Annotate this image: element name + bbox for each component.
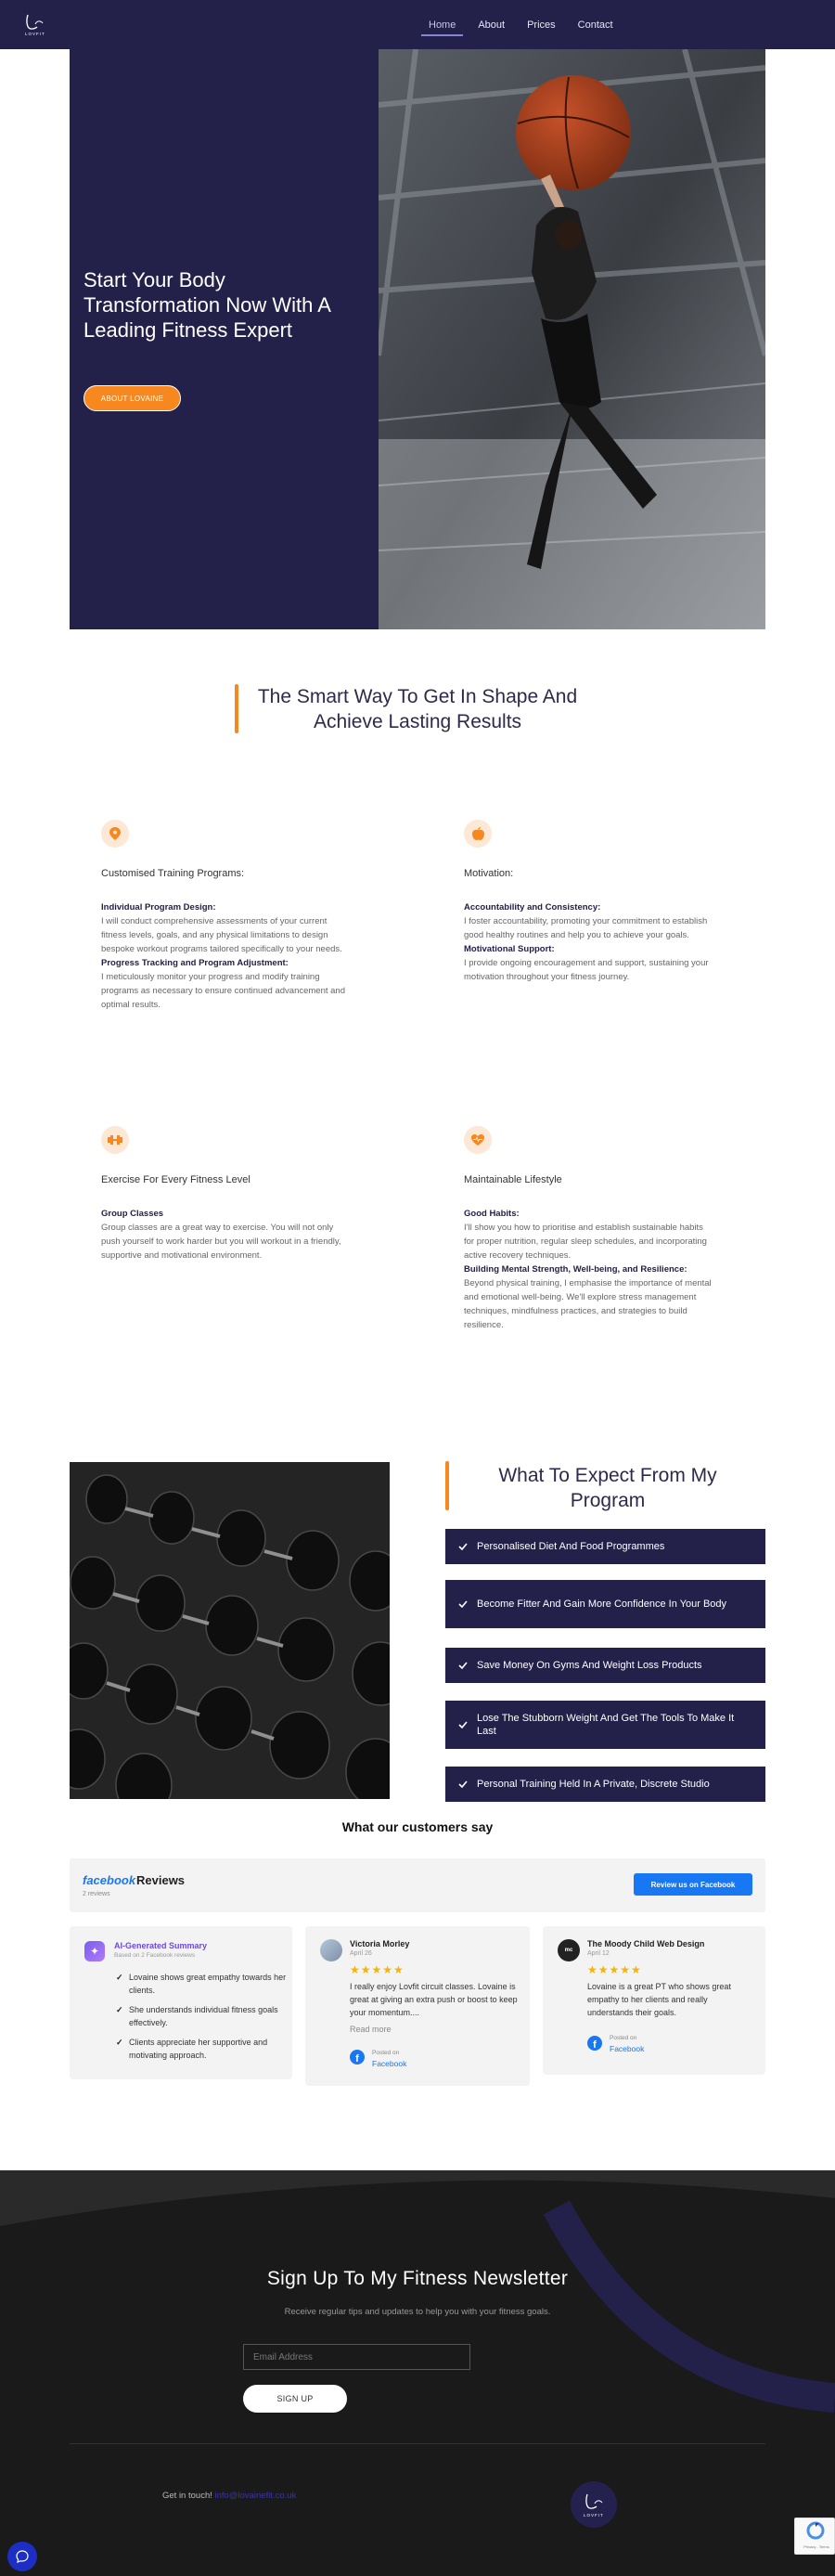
reviews-heading: What our customers say: [341, 1819, 494, 1834]
ai-summary-point: ✓ Clients appreciate her supportive and motivating approach.: [114, 2036, 290, 2062]
feature-title: Motivation:: [464, 868, 514, 879]
expect-item-label: Become Fitter And Gain More Confidence In Your Body: [477, 1599, 727, 1610]
footer-decoration: [0, 2170, 835, 2576]
sparkle-icon: ✦: [84, 1941, 105, 1961]
avatar: mc: [558, 1939, 580, 1961]
nav-link-home[interactable]: Home: [418, 0, 467, 49]
hero-title: Start Your Body Transformation Now With A Leading Fitness Expert: [84, 268, 330, 342]
expect-item: [445, 1580, 765, 1628]
footer-divider: [70, 2443, 765, 2444]
review-count: 2 reviews: [83, 1891, 110, 1897]
hero-photo: [379, 49, 765, 629]
review-date: April 12: [587, 1950, 610, 1957]
get-in-touch: [162, 2491, 296, 2501]
ai-summary-point: ✓ Lovaine shows great empathy towards her clients.: [114, 1971, 290, 1997]
nav-link-contact[interactable]: Contact: [577, 19, 613, 31]
feature-subheading: Good Habits:: [464, 1209, 520, 1219]
nav-links: [418, 0, 624, 49]
posted-on-label: Posted on: [372, 2050, 400, 2056]
read-more-link[interactable]: Read more: [350, 2025, 392, 2034]
newsletter-subtitle: Receive regular tips and updates to help you with your fitness goals.: [284, 2307, 551, 2317]
facebook-link[interactable]: Facebook: [372, 2059, 407, 2068]
facebook-wordmark: facebook: [83, 1873, 136, 1887]
heartbeat-icon: [464, 1126, 492, 1154]
review-on-facebook-button[interactable]: Review us on Facebook: [634, 1873, 752, 1896]
expect-item-label: Save Money On Gyms And Weight Loss Products: [477, 1660, 702, 1671]
feature-text: I meticulously monitor your progress and modify training programs as necessary to ensure continued advancement and optimal results.: [101, 972, 345, 1010]
feature-subheading: Motivational Support:: [464, 944, 555, 954]
reviews-label: Reviews: [136, 1873, 186, 1887]
check-icon: [458, 1721, 468, 1728]
about-lovaine-button[interactable]: ABOUT LOVAINE: [84, 385, 181, 411]
dumbbell-rack-image: [70, 1462, 390, 1799]
feature-subheading: Progress Tracking and Program Adjustment:: [101, 958, 289, 968]
expect-item-label: Personalised Diet And Food Programmes: [477, 1541, 665, 1552]
top-nav: [0, 0, 835, 49]
feature-subheading: Group Classes: [101, 1209, 164, 1219]
reviewer-name: Victoria Morley: [350, 1939, 410, 1948]
newsletter-title: Sign Up To My Fitness Newsletter: [266, 2268, 569, 2289]
email-field[interactable]: [243, 2344, 470, 2370]
feature-text: I'll show you how to prioritise and establish sustainable habits for proper nutrition, regular sleep schedules, and incorporating active recovery techniques.: [464, 1223, 707, 1261]
check-icon: [458, 1600, 468, 1608]
feature-fitness-level: [101, 1126, 352, 1262]
facebook-link[interactable]: Facebook: [610, 2044, 645, 2053]
location-pin-icon: [101, 820, 129, 848]
check-icon: [458, 1780, 468, 1788]
recaptcha-privacy-terms[interactable]: Privacy - Terms: [803, 2544, 829, 2549]
star-rating: ★★★★★: [350, 1963, 405, 1976]
expect-item-label: Lose The Stubborn Weight And Get The Tools To Make It Last: [477, 1713, 735, 1737]
expect-title: What To Expect From My Program: [498, 1465, 717, 1511]
ai-summary-point: ✓ She understands individual fitness goals effectively.: [114, 2003, 290, 2029]
feature-title: Exercise For Every Fitness Level: [101, 1174, 250, 1185]
feature-customised-training: [101, 820, 352, 1012]
feature-subheading: Building Mental Strength, Well-being, and Resilience:: [464, 1264, 687, 1275]
star-rating: ★★★★★: [587, 1963, 642, 1976]
expect-item: [445, 1767, 765, 1802]
review-date: April 26: [350, 1950, 372, 1957]
reviewer-name: The Moody Child Web Design: [587, 1939, 705, 1948]
dumbbell-icon: [101, 1126, 129, 1154]
expect-item: [445, 1529, 765, 1564]
check-icon: [458, 1543, 468, 1550]
get-in-touch-label: Get in touch!: [162, 2491, 212, 2501]
feature-text: Beyond physical training, I emphasise the importance of mental and emotional well-being. We'll explore stress management techniques, mindfulness practices, and strategies to build resilience.: [464, 1278, 712, 1330]
ai-summary-subtitle: Based on 2 Facebook reviews: [114, 1952, 196, 1959]
review-text: I really enjoy Lovfit circuit classes. Lovaine is great at giving an extra push or boost to keep your momentum....: [350, 1982, 518, 2017]
nav-link-about[interactable]: About: [478, 19, 506, 31]
review-card: [305, 1926, 530, 2086]
feature-body: [101, 900, 352, 1012]
feature-text: I will conduct comprehensive assessments of your current fitness levels, goals, and any physical limitations to design bespoke workout programs tailored specifically to your needs.: [101, 916, 342, 954]
recaptcha-badge[interactable]: [794, 2518, 835, 2555]
feature-subheading: Accountability and Consistency:: [464, 902, 601, 913]
footer-logo[interactable]: [571, 2481, 617, 2528]
feature-title: Customised Training Programs:: [101, 868, 245, 879]
feature-lifestyle: [464, 1126, 714, 1332]
logo-text: LOVFIT: [25, 32, 45, 36]
feature-text: I foster accountability, promoting your commitment to establish good healthy routines and help you to achieve your goals.: [464, 916, 708, 940]
reviews-header: [70, 1858, 765, 1912]
review-card: [543, 1926, 765, 2075]
expect-title-accent: [445, 1461, 449, 1510]
basketball-player-image: [379, 49, 765, 629]
feature-title: Maintainable Lifestyle: [464, 1174, 562, 1185]
feature-body: [464, 900, 714, 984]
review-text: Lovaine is a great PT who shows great empathy to her clients and really understands their goals.: [587, 1982, 731, 2017]
feature-subheading: Individual Program Design:: [101, 902, 216, 913]
smart-title-accent: [235, 684, 238, 733]
feature-body: [464, 1207, 714, 1332]
contact-email-link[interactable]: info@lovainefit.co.uk: [214, 2491, 297, 2501]
apple-icon: [464, 820, 492, 848]
avatar: [320, 1939, 342, 1961]
lovfit-logo[interactable]: [22, 11, 52, 37]
expect-item: [445, 1701, 765, 1749]
footer-logo-text: LOVFIT: [584, 2513, 604, 2518]
ai-summary-card: [70, 1926, 292, 2079]
expect-item: [445, 1648, 765, 1683]
feature-body: [101, 1207, 352, 1262]
footer: [0, 2170, 835, 2576]
chat-widget-button[interactable]: [7, 2542, 37, 2571]
feature-motivation: [464, 820, 714, 984]
feature-text: Group classes are a great way to exercise. You will not only push yourself to work harder but you will workout in a friendly, supportive and motivational environment.: [101, 1223, 341, 1261]
posted-on-label: Posted on: [610, 2035, 637, 2041]
recaptcha-icon: [795, 2518, 835, 2544]
check-icon: [458, 1662, 468, 1669]
hero-section: [70, 49, 765, 629]
facebook-icon: f: [350, 2050, 365, 2065]
expect-item-label: Personal Training Held In A Private, Discrete Studio: [477, 1779, 710, 1790]
ai-summary-title: AI-Generated Summary: [114, 1941, 208, 1950]
nav-link-prices[interactable]: Prices: [527, 19, 556, 31]
facebook-icon: f: [587, 2036, 602, 2051]
chat-icon: [16, 2550, 29, 2563]
sign-up-button[interactable]: SIGN UP: [243, 2385, 347, 2413]
feature-text: I provide ongoing encouragement and support, sustaining your motivation throughout your fitness journey.: [464, 958, 709, 982]
smart-way-title: The Smart Way To Get In Shape And Achieve Lasting Results: [257, 686, 578, 732]
ai-summary-list: [114, 1971, 290, 2068]
